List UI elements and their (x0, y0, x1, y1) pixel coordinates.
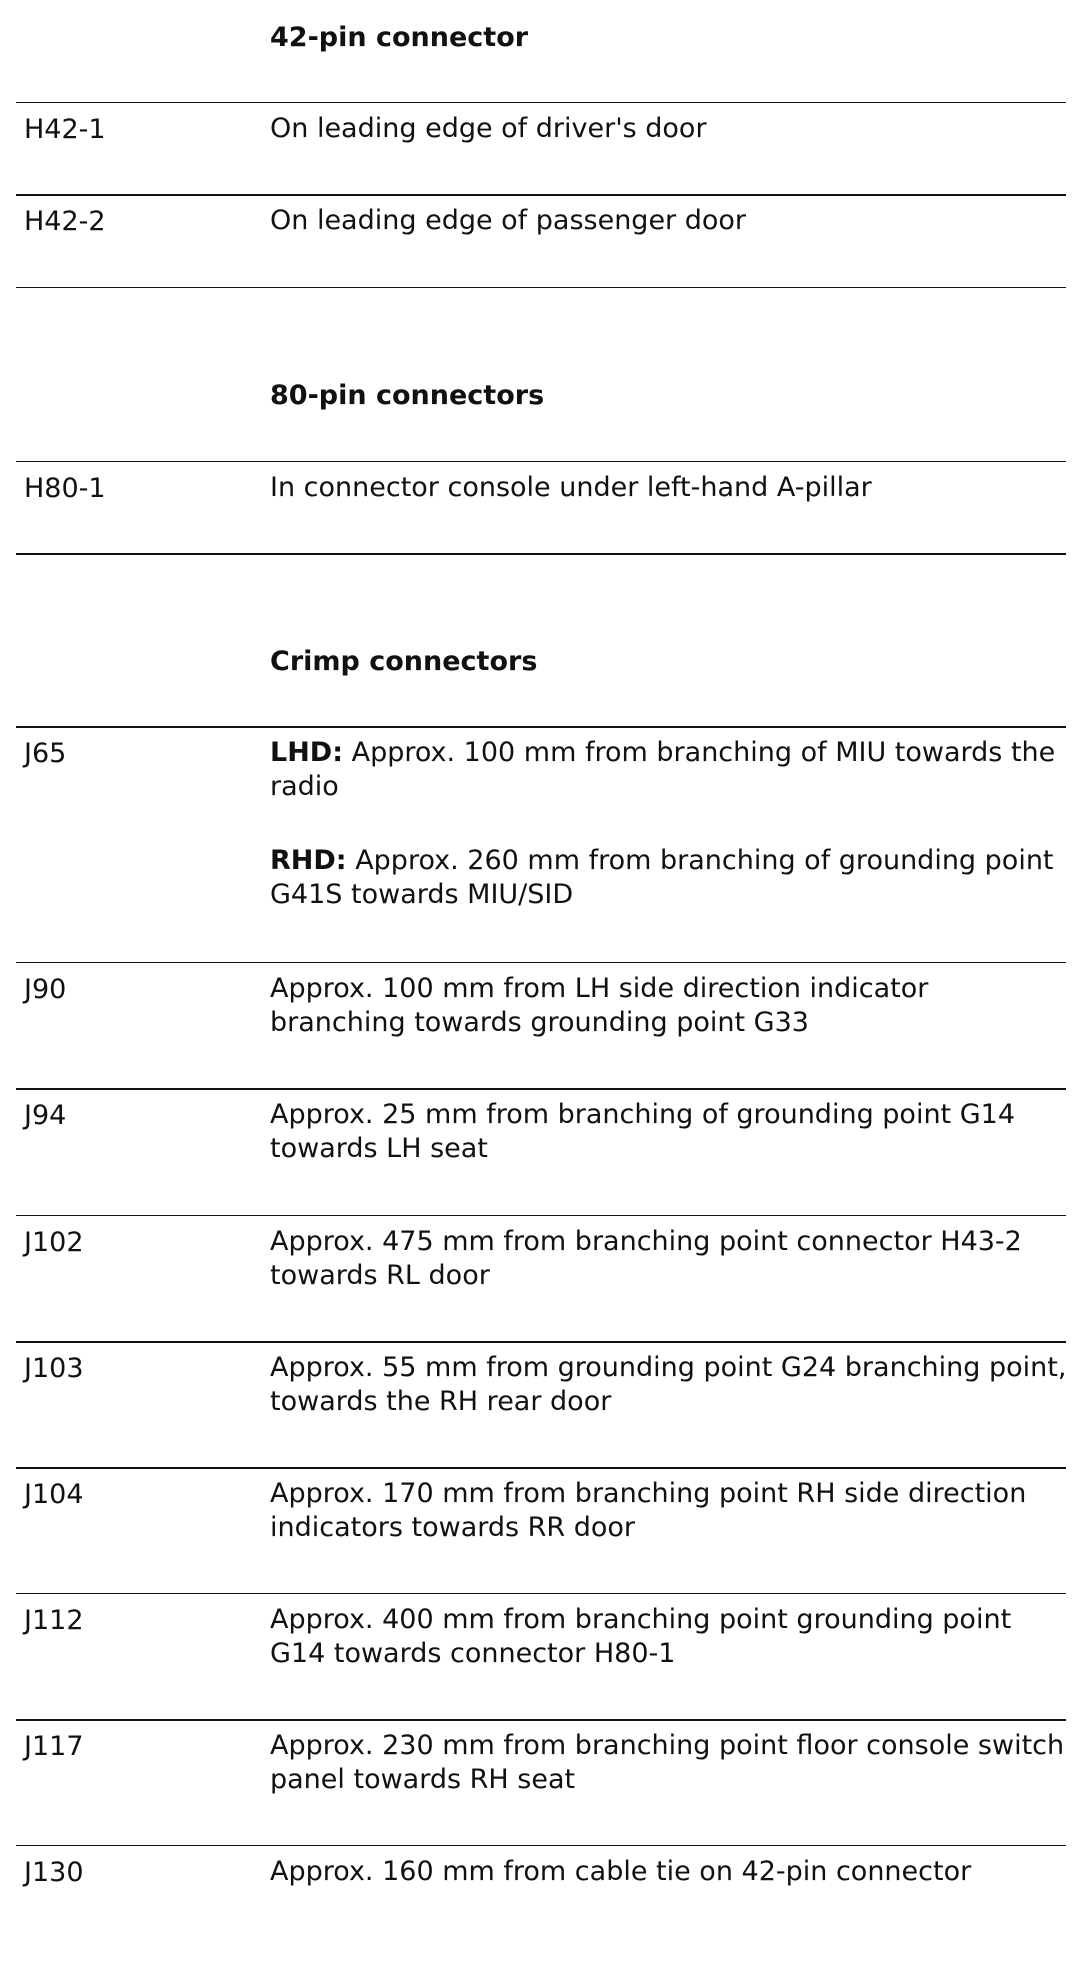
table-rule (16, 102, 1066, 103)
connector-location-j104 (270, 1477, 1070, 1545)
location-label-lhd: LHD: (270, 737, 344, 768)
connector-location-h42-2 (270, 204, 1070, 238)
connector-id-j112: J112 (24, 1605, 84, 1636)
location-text: Approx. 475 mm from branching point connector H43-2 towards RL door (270, 1226, 1022, 1291)
connector-location-h42-1 (270, 112, 1070, 146)
connector-id-j90: J90 (24, 974, 67, 1005)
connector-id-h42-1: H42-1 (24, 114, 106, 145)
connector-id-j104: J104 (24, 1479, 84, 1510)
connector-location-j94 (270, 1098, 1070, 1166)
connector-id-j102: J102 (24, 1227, 84, 1258)
table-rule (16, 1215, 1066, 1216)
connector-location-j102 (270, 1225, 1070, 1293)
connector-location-j130 (270, 1855, 1070, 1889)
table-rule (16, 287, 1066, 288)
location-text: Approx. 25 mm from branching of grounding point G14 towards LH seat (270, 1099, 1016, 1164)
connector-location-h80-1 (270, 471, 1070, 505)
connector-location-j90 (270, 972, 1070, 1040)
location-text: Approx. 55 mm from grounding point G24 branching point, towards the RH rear door (270, 1352, 1067, 1417)
location-paragraph (270, 1729, 1070, 1797)
connector-id-j103: J103 (24, 1353, 84, 1384)
table-rule (16, 1719, 1066, 1721)
section-title-80-pin: 80-pin connectors (270, 380, 545, 411)
connector-id-h42-2: H42-2 (24, 206, 106, 237)
section-title-crimp: Crimp connectors (270, 646, 538, 677)
location-paragraph (270, 1351, 1070, 1419)
location-text-lhd: Approx. 100 mm from branching of MIU towards the radio (270, 737, 1056, 802)
location-paragraph (270, 972, 1070, 1040)
location-text: Approx. 100 mm from LH side direction indicator branching towards grounding point G33 (270, 973, 929, 1038)
table-rule (16, 1593, 1066, 1594)
location-paragraph-lhd (270, 736, 1070, 804)
connector-id-j65: J65 (24, 738, 67, 769)
location-text: Approx. 170 mm from branching point RH side direction indicators towards RR door (270, 1478, 1027, 1543)
location-paragraph (270, 1225, 1070, 1293)
connector-location-j103 (270, 1351, 1070, 1419)
table-rule (16, 1845, 1066, 1846)
location-paragraph (270, 1603, 1070, 1671)
table-rule (16, 553, 1066, 555)
location-text: On leading edge of passenger door (270, 205, 747, 236)
table-rule (16, 726, 1066, 728)
location-text: Approx. 230 mm from branching point floor console switch panel towards RH seat (270, 1730, 1065, 1795)
location-paragraph (270, 1477, 1070, 1545)
connector-id-j117: J117 (24, 1731, 84, 1762)
connector-id-j130: J130 (24, 1857, 84, 1888)
table-rule (16, 194, 1066, 196)
location-text: In connector console under left-hand A-pillar (270, 472, 872, 503)
location-label-rhd: RHD: (270, 845, 347, 876)
location-paragraph (270, 1855, 1070, 1889)
location-paragraph (270, 204, 1070, 238)
location-paragraph (270, 112, 1070, 146)
location-text: Approx. 400 mm from branching point grounding point G14 towards connector H80-1 (270, 1604, 1012, 1669)
connector-location-j65 (270, 736, 1070, 912)
connector-id-h80-1: H80-1 (24, 473, 106, 504)
location-paragraph (270, 1098, 1070, 1166)
connector-id-j94: J94 (24, 1100, 67, 1131)
table-rule (16, 1341, 1066, 1343)
connector-location-j117 (270, 1729, 1070, 1797)
connector-location-j112 (270, 1603, 1070, 1671)
table-rule (16, 962, 1066, 963)
section-title-42-pin: 42-pin connector (270, 22, 529, 53)
table-rule (16, 461, 1066, 462)
table-rule (16, 1467, 1066, 1469)
table-rule (16, 1088, 1066, 1090)
location-text: Approx. 160 mm from cable tie on 42-pin connector (270, 1856, 972, 1887)
location-text: On leading edge of driver's door (270, 113, 707, 144)
location-paragraph-rhd (270, 844, 1070, 912)
location-text-rhd: Approx. 260 mm from branching of grounding point G41S towards MIU/SID (270, 845, 1054, 910)
location-paragraph (270, 471, 1070, 505)
